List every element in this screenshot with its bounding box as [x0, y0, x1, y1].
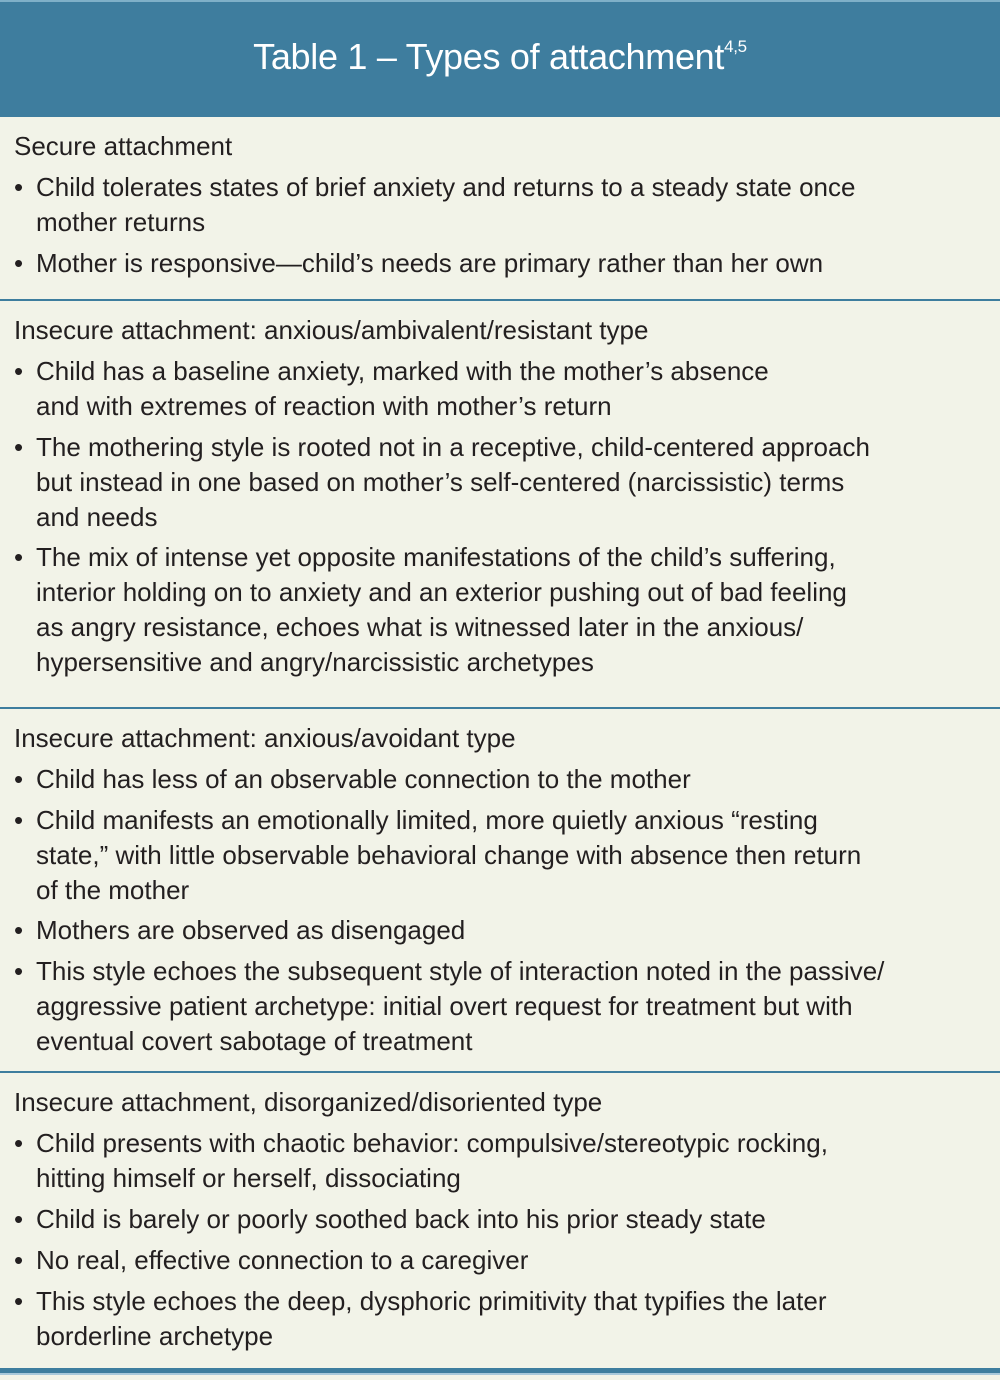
section-title: Secure attachment — [14, 131, 233, 161]
table-title — [253, 36, 747, 78]
bullet-icon: • — [14, 1245, 24, 1275]
bullet-icon: • — [14, 356, 24, 386]
bullet-icon: • — [14, 1286, 24, 1316]
bullet-icon: • — [14, 805, 24, 835]
section-divider — [0, 299, 1000, 301]
title-separator: – — [367, 35, 406, 77]
bullet-icon: • — [14, 764, 24, 794]
table-number: Table 1 — [253, 35, 368, 77]
table-header — [0, 0, 1000, 117]
bullet-icon: • — [14, 1204, 24, 1234]
bullet-icon: • — [14, 1128, 24, 1158]
section-divider — [0, 707, 1000, 709]
bullet-icon: • — [14, 956, 24, 986]
section-title: Insecure attachment: anxious/ambivalent/resistant type — [14, 315, 649, 345]
title-reference: 4,5 — [724, 36, 747, 56]
bullet-icon: • — [14, 172, 24, 202]
bullet-icon: • — [14, 432, 24, 462]
title-text: Types of attachment — [405, 35, 725, 77]
bullet-icon: • — [14, 248, 24, 278]
section-title: Insecure attachment, disorganized/disoriented type — [14, 1087, 603, 1117]
table-bottom-border — [0, 1368, 1000, 1375]
section-title: Insecure attachment: anxious/avoidant type — [14, 723, 516, 753]
bullet-icon: • — [14, 915, 24, 945]
bullet-icon: • — [14, 542, 24, 572]
section-divider — [0, 1071, 1000, 1073]
